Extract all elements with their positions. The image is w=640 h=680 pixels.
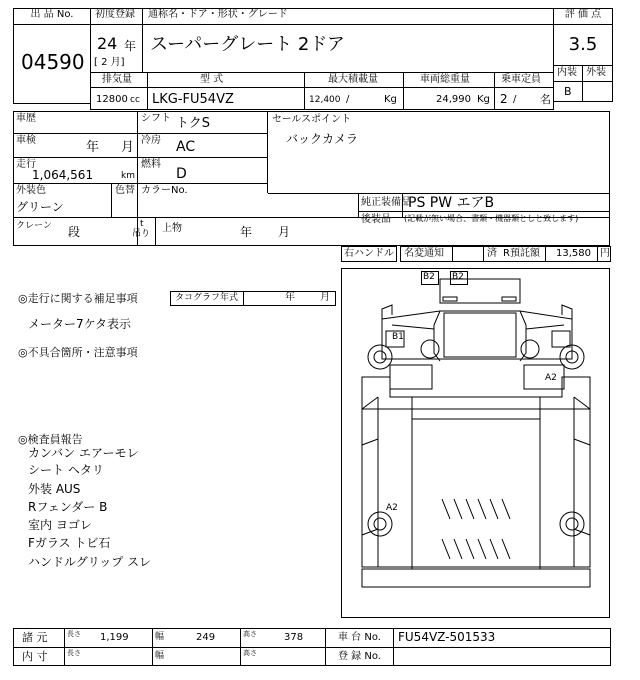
inspector-item: シート ヘタリ	[28, 463, 104, 477]
recycle-unit: 円	[600, 248, 610, 259]
shift-label: シフト	[141, 113, 171, 124]
inspector-item: 室内 ヨゴレ	[28, 518, 92, 532]
mileage-value: 1,064,561	[32, 168, 94, 182]
interior-value: B	[564, 85, 572, 98]
displacement-value: 12800	[96, 94, 128, 105]
aftermarket-label: 後装品	[361, 214, 391, 225]
equipment-label: 純正装備品	[361, 197, 411, 208]
mileage-unit: km	[121, 171, 135, 181]
tacho-month: 月	[320, 292, 330, 303]
max-load-value: 12,400	[309, 95, 341, 105]
width-value: 249	[196, 632, 216, 643]
upper-year: 年	[240, 225, 253, 239]
inner-label: 内 寸	[22, 650, 48, 663]
inner-width-label: 幅	[155, 651, 165, 661]
sales-point-value: バックカメラ	[286, 132, 359, 146]
gross-unit: Kg	[477, 94, 490, 105]
length-value: 1,199	[100, 632, 129, 643]
color-code-label: カラーNo.	[141, 185, 188, 196]
fuel-value: D	[176, 166, 187, 182]
height-label: 高さ	[243, 630, 257, 638]
inspector-item: カンバン エアーモレ	[28, 446, 139, 460]
inspection-label: 車検	[16, 135, 36, 146]
gross-weight-value: 24,990	[436, 94, 471, 105]
history-label: 車歴	[16, 113, 36, 124]
upper-month: 月	[278, 225, 291, 239]
inspector-item: 外装 AUS	[28, 482, 81, 496]
truck-diagram-svg	[342, 269, 609, 617]
capacity-label: 乗車定員	[501, 74, 541, 85]
color-label: 外装色	[16, 185, 46, 196]
equipment-value: PS PW エアB	[408, 195, 495, 211]
rating-label: 評 価 点	[564, 9, 602, 20]
dims-label: 諸 元	[22, 631, 48, 644]
lot-label: 出 品 No.	[30, 9, 74, 20]
inner-height-label: 高さ	[243, 649, 257, 657]
color-no-label: 色替	[115, 185, 135, 196]
ac-label: 冷房	[141, 135, 161, 146]
first-reg-label: 初度登録	[95, 9, 135, 20]
ac-value: AC	[176, 139, 196, 155]
crane-stage: 段	[68, 225, 81, 239]
inner-length-label: 長さ	[67, 649, 81, 657]
mark-b2-b: B2	[452, 272, 464, 282]
reg-label: 登 録 No.	[338, 651, 381, 662]
capacity-value: 2	[500, 92, 508, 106]
chassis-label: 車 台 No.	[338, 632, 381, 643]
shift-value: トクS	[176, 116, 210, 131]
truck-diagram	[341, 268, 610, 618]
inspector-item: Rフェンダー B	[28, 500, 108, 514]
model-code: LKG-FU54VZ	[152, 92, 234, 107]
displacement-label: 排気量	[102, 74, 132, 85]
upper-label: 上物	[162, 223, 182, 234]
tachograph-label: タコグラフ年式	[175, 293, 239, 303]
sales-point-label: セールスポイント	[272, 114, 352, 125]
color-value: グリーン	[16, 200, 64, 214]
reg-month: [ 2 月]	[94, 57, 125, 68]
mark-a2-front: A2	[545, 373, 557, 383]
supplement-title: ◎走行に関する補足事項	[18, 292, 138, 305]
max-load-label: 最大積載量	[328, 74, 378, 85]
width-label: 幅	[155, 632, 165, 642]
fuel-label: 燃料	[141, 159, 161, 170]
inspection-year: 年	[86, 140, 100, 155]
defects-title: ◎不具合箇所・注意事項	[18, 346, 138, 359]
exterior-label: 外装	[586, 67, 606, 78]
load-sep: /	[346, 94, 350, 105]
mark-b1: B1	[392, 332, 404, 342]
tacho-year: 年	[285, 292, 295, 303]
crane-t: t	[140, 219, 144, 229]
inspection-month: 月	[121, 140, 135, 155]
length-label: 長さ	[67, 630, 81, 638]
inspector-title: ◎検査員報告	[18, 433, 83, 446]
load-unit: Kg	[384, 94, 397, 105]
supplement-text: メーター7ケタ表示	[28, 317, 132, 331]
capacity-sep: /	[513, 94, 517, 105]
recycle-label: R預託額	[503, 248, 540, 259]
gross-weight-label: 車両総重量	[420, 74, 470, 85]
inspector-item: Fガラス トビ石	[28, 536, 111, 550]
capacity-unit: 名	[540, 93, 551, 106]
name-change-label: 名変通知	[404, 248, 444, 259]
crane-hang: 吊り	[132, 229, 151, 239]
interior-label: 内装	[557, 67, 577, 78]
rhd-label: 右ハンドル	[344, 248, 394, 259]
displacement-unit: cc	[130, 95, 140, 105]
model-name-label: 通称名・ドア・形状・グレード	[148, 9, 288, 20]
recycle-done: 済	[487, 248, 497, 259]
recycle-value: 13,580	[556, 248, 591, 259]
mileage-label: 走行	[16, 159, 36, 170]
rating-box	[553, 8, 613, 102]
reg-year-unit: 年	[124, 39, 137, 53]
mark-b2-a: B2	[423, 272, 435, 282]
lot-value: 04590	[21, 50, 85, 74]
inspector-item: ハンドルグリップ スレ	[28, 555, 152, 569]
height-value: 378	[284, 632, 304, 643]
chassis-value: FU54VZ-501533	[398, 630, 496, 644]
aftermarket-note: (記載が無い場合、書類・機器類としと致します)	[404, 214, 579, 223]
mark-a2-rear: A2	[386, 503, 398, 513]
rating-value: 3.5	[568, 34, 598, 55]
model-name: スーパーグレート 2ドア	[150, 34, 345, 55]
type-label: 型 式	[200, 74, 224, 85]
crane-label: クレーン	[16, 221, 52, 231]
reg-year: 24	[97, 34, 118, 53]
